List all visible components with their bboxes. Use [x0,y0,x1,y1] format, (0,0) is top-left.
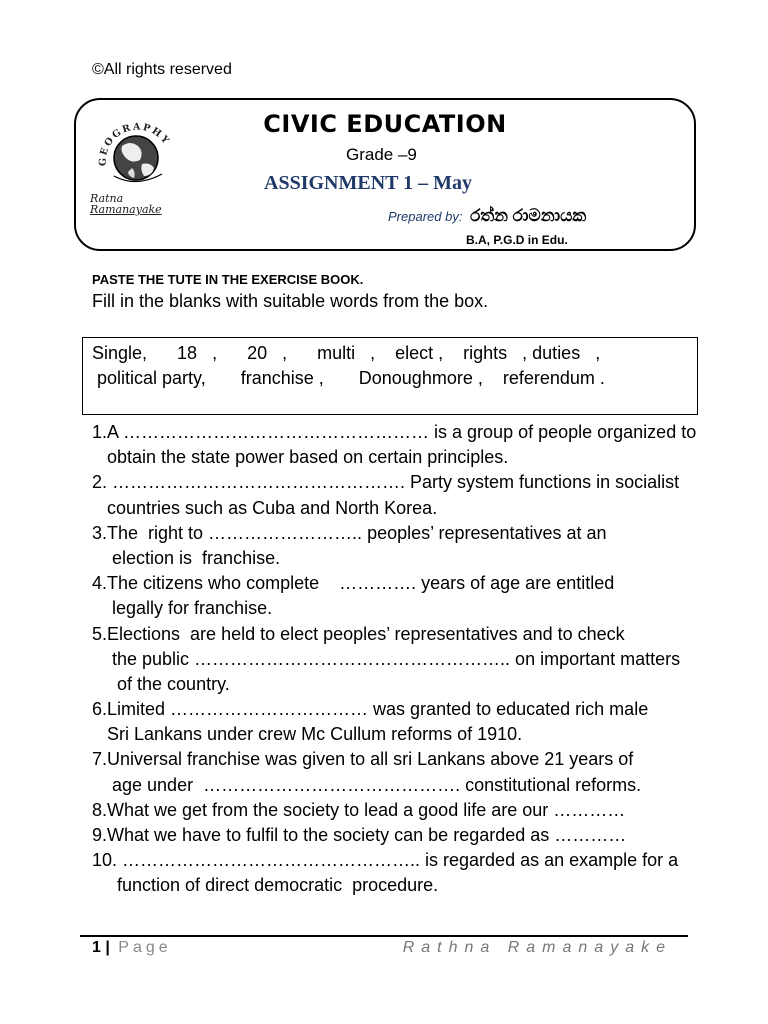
instruction-paste: PASTE THE TUTE IN THE EXERCISE BOOK. [92,272,364,287]
footer-divider [80,935,688,937]
prepared-by [388,206,586,226]
prepared-label: Prepared by: [388,209,463,224]
question-line: of the country. [92,673,230,694]
question-line: 3.The right to …………………….. peoples’ representatives at an [92,522,607,543]
question-line: Sri Lankans under crew Mc Cullum reforms of 1910. [92,724,523,745]
word-bank-line-2: political party, franchise , Donoughmore , referendum . [92,368,605,388]
footer-page-number [92,939,172,957]
document-title: CIVIC EDUCATION [263,110,507,138]
instruction-fill-blanks: Fill in the blanks with suitable words from the box. [92,291,489,311]
page-number: 1 | [92,939,110,956]
question-line: 5.Elections are held to elect peoples’ representatives and to check [92,623,625,644]
question-line: 6.Limited …………………………… was granted to educated rich male [92,699,649,720]
header-box [74,98,696,251]
word-bank-box [82,337,698,415]
copyright-notice: ©All rights reserved [92,61,232,78]
question-line: 4.The citizens who complete …………. years of age are entitled [92,573,615,594]
footer-author: Rathna Ramanayake [402,939,672,956]
logo-brand-text: Ratna Ramanayake [90,192,162,216]
question-line: 9.What we have to fulfil to the society can be regarded as ………… [92,825,627,845]
question-line: function of direct democratic procedure. [92,875,439,896]
question-list [92,420,712,899]
question-line: 2. …………………………………………. Party system functions in socialist [92,472,680,493]
question-line: legally for franchise. [92,598,273,619]
question-line: age under ……………………………………. constitutional reforms. [92,774,642,795]
question-line: 1.A …………………………………………… is a group of people organized to [92,422,697,442]
word-bank-line-1: Single, 18 , 20 , multi , elect , rights , duties , [92,343,601,363]
question-line: election is franchise. [92,547,281,568]
question-line: 8.What we get from the society to lead a good life are our ………… [92,799,626,820]
question-line: 7.Universal franchise was given to all sri Lankans above 21 years of [92,749,634,770]
question-line: 10. ………………………………………….. is regarded as an example for a [92,850,679,871]
question-line: the public …………………………………………….. on important matters [92,648,681,669]
question-line: countries such as Cuba and North Korea. [92,497,438,518]
logo-arc-text: GEOGRAPHY [97,121,173,167]
assignment-title: ASSIGNMENT 1 – May [264,172,472,194]
page-label: Page [109,939,172,956]
author-qualifications: B.A, P.G.D in Edu. [466,233,568,247]
grade-label: Grade –9 [346,145,417,164]
question-line: obtain the state power based on certain principles. [92,447,509,468]
author-name-sinhala: රත්න රාමනායක [470,206,587,225]
